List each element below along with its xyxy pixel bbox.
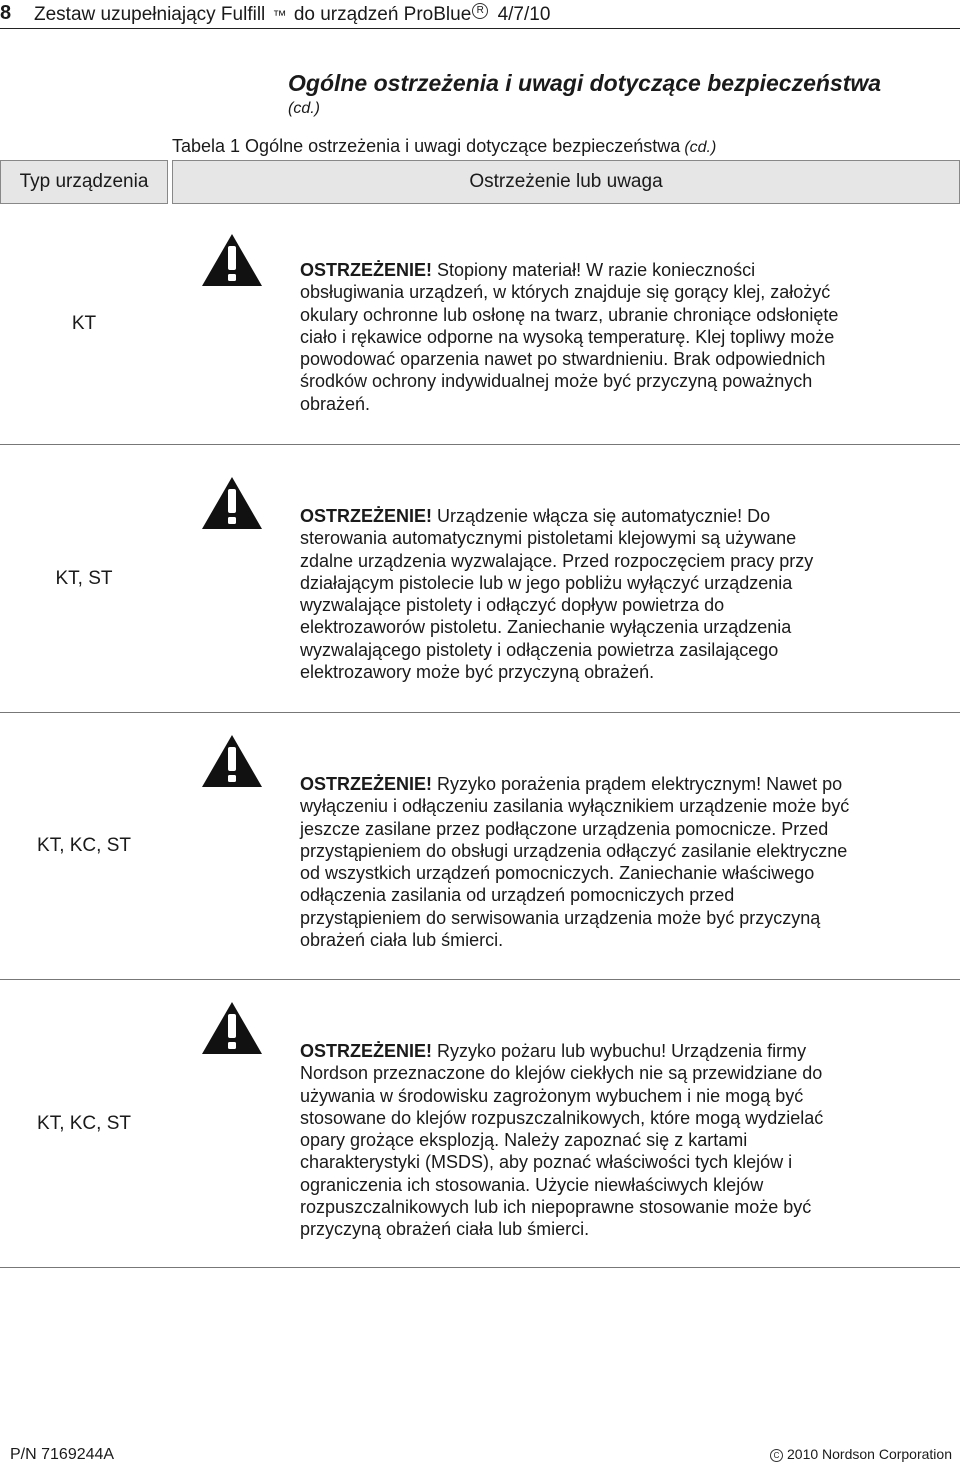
page-header (0, 0, 960, 29)
warning-line: Ryzyko pożaru lub wybuchu! Urządzenia firmy (432, 1041, 807, 1061)
warning-line: odłączenia zasilania od urządzeń pomocniczych przed (300, 885, 735, 906)
warning-text (300, 505, 920, 683)
warning-text (300, 259, 920, 415)
warning-label: OSTRZEŻENIE! (300, 506, 433, 526)
warning-line: charakterystyki (MSDS), aby poznać właściwości tych klejów i (300, 1152, 793, 1173)
warning-text (300, 773, 920, 951)
table-row (0, 980, 960, 1268)
warning-line: przystąpieniem do obsługi urządzenia odłączyć zasilanie elektryczne (300, 840, 848, 861)
part-number: P/N 7169244A (10, 1446, 115, 1463)
device-type-cell: KT, KC, ST (37, 835, 131, 856)
warning-line: jeszcze zasilane przez podłączone urządzenia pomocnicze. Przed (300, 818, 829, 839)
registered-mark-icon: R (472, 3, 488, 19)
warning-line: ograniczenia ich stosowania. Użycie niewłaściwych klejów (300, 1174, 764, 1195)
warning-line: działającym pistolecie lub w jego pobliżu wyłączyć urządzenia (300, 572, 793, 593)
document-title (34, 3, 550, 26)
warning-label: OSTRZEŻENIE! (300, 774, 433, 794)
warning-line: okulary ochronne lub osłonę na twarz, ubranie chroniące odsłonięte (300, 304, 839, 325)
column-header-device-type: Typ urządzenia (0, 160, 168, 204)
table-row (0, 713, 960, 980)
warning-line: powodować oparzenia nawet po stwardnieniu. Brak odpowiednich (300, 349, 826, 370)
warning-line: obrażeń ciała lub śmierci. (300, 930, 504, 951)
warning-line: stosowane do klejów rozpuszczalnikowych, które mogą wydzielać (300, 1107, 824, 1128)
warning-line: elektrozawory może być przyczyną obrażeń. (300, 662, 655, 683)
table-row (0, 445, 960, 713)
warning-line: obrażeń. (300, 393, 371, 414)
column-header-warning: Ostrzeżenie lub uwaga (172, 160, 960, 204)
table-caption-text: Tabela 1 Ogólne ostrzeżenia i uwagi dotyczące bezpieczeństwa (172, 136, 681, 156)
title-part-1: Zestaw uzupełniający Fulfill (34, 4, 266, 25)
warning-label: OSTRZEŻENIE! (300, 1041, 433, 1061)
warning-triangle-icon (200, 733, 264, 789)
warning-line: Urządzenie włącza się automatycznie! Do (432, 506, 771, 526)
warning-triangle-icon (200, 232, 264, 288)
warning-line: Ryzyko porażenia prądem elektrycznym! Nawet po (432, 774, 843, 794)
warning-line: opary grożące eksplozją. Należy zapoznać się z kartami (300, 1130, 748, 1151)
title-part-3: 4/7/10 (497, 4, 551, 25)
warning-triangle-icon (200, 475, 264, 531)
warning-line: wyzwalające pistolety i odłączyć dopływ powietrza do (300, 595, 725, 616)
trademark-symbol: ™ (272, 7, 287, 23)
warning-line: ciało i rękawice odporne na wysoką temperaturę. Klej topliwy może (300, 326, 835, 347)
warning-line: środków ochrony indywidualnej może być przyczyną poważnych (300, 371, 813, 392)
section-continued: (cd.) (288, 100, 320, 117)
title-part-2: do urządzeń ProBlue (293, 4, 472, 25)
warning-line: przystąpieniem do serwisowania urządzenia może być przyczyną (300, 907, 821, 928)
table-row (0, 204, 960, 445)
table-caption (172, 136, 716, 157)
table-caption-continued: (cd.) (684, 139, 717, 156)
warning-line: przyczyną obrażeń ciała lub śmierci. (300, 1219, 590, 1240)
device-type-cell: KT (71, 313, 97, 334)
warning-line: od wszystkich urządzeń pomocniczych. Zaniechanie właściwego (300, 863, 815, 884)
warning-line: obsługiwania urządzeń, w których znajduje się gorący klej, założyć (300, 282, 831, 303)
warning-triangle-icon (200, 1000, 264, 1056)
section-title: Ogólne ostrzeżenia i uwagi dotyczące bezpieczeństwa (288, 70, 882, 96)
warning-line: Stopiony materiał! W razie konieczności (432, 260, 756, 280)
warning-line: zdalne urządzenia wyzwalające. Przed rozpoczęciem pracy przy (300, 550, 814, 571)
warning-line: sterowania automatycznymi pistoletami klejowymi są używane (300, 528, 797, 549)
page-number: 8 (0, 2, 12, 24)
warning-label: OSTRZEŻENIE! (300, 260, 433, 280)
warning-line: wyłączeniu i odłączeniu zasilania wyłącznikiem urządzenie może być (300, 796, 850, 817)
device-type-cell: KT, KC, ST (37, 1112, 131, 1134)
copyright-text: 2010 Nordson Corporation (787, 1446, 952, 1462)
copyright (770, 1446, 952, 1462)
warning-line: wyzwalającego pistolety i odłączenia powietrza zasilającego (300, 639, 779, 660)
warning-line: używania w środowisku zagrożonym wybuchem i nie mogą być (300, 1085, 804, 1106)
warning-line: rozpuszczalnikowych lub ich niepoprawne stosowanie może być (300, 1197, 812, 1218)
warning-line: Nordson przeznaczone do klejów ciekłych nie są przewidziane do (300, 1063, 823, 1084)
warning-text (300, 1040, 920, 1241)
warning-line: elektrozaworów pistoletu. Zaniechanie wyłączenia urządzenia (300, 617, 792, 638)
copyright-mark-icon: C (770, 1449, 783, 1462)
device-type-cell: KT, ST (55, 567, 113, 589)
